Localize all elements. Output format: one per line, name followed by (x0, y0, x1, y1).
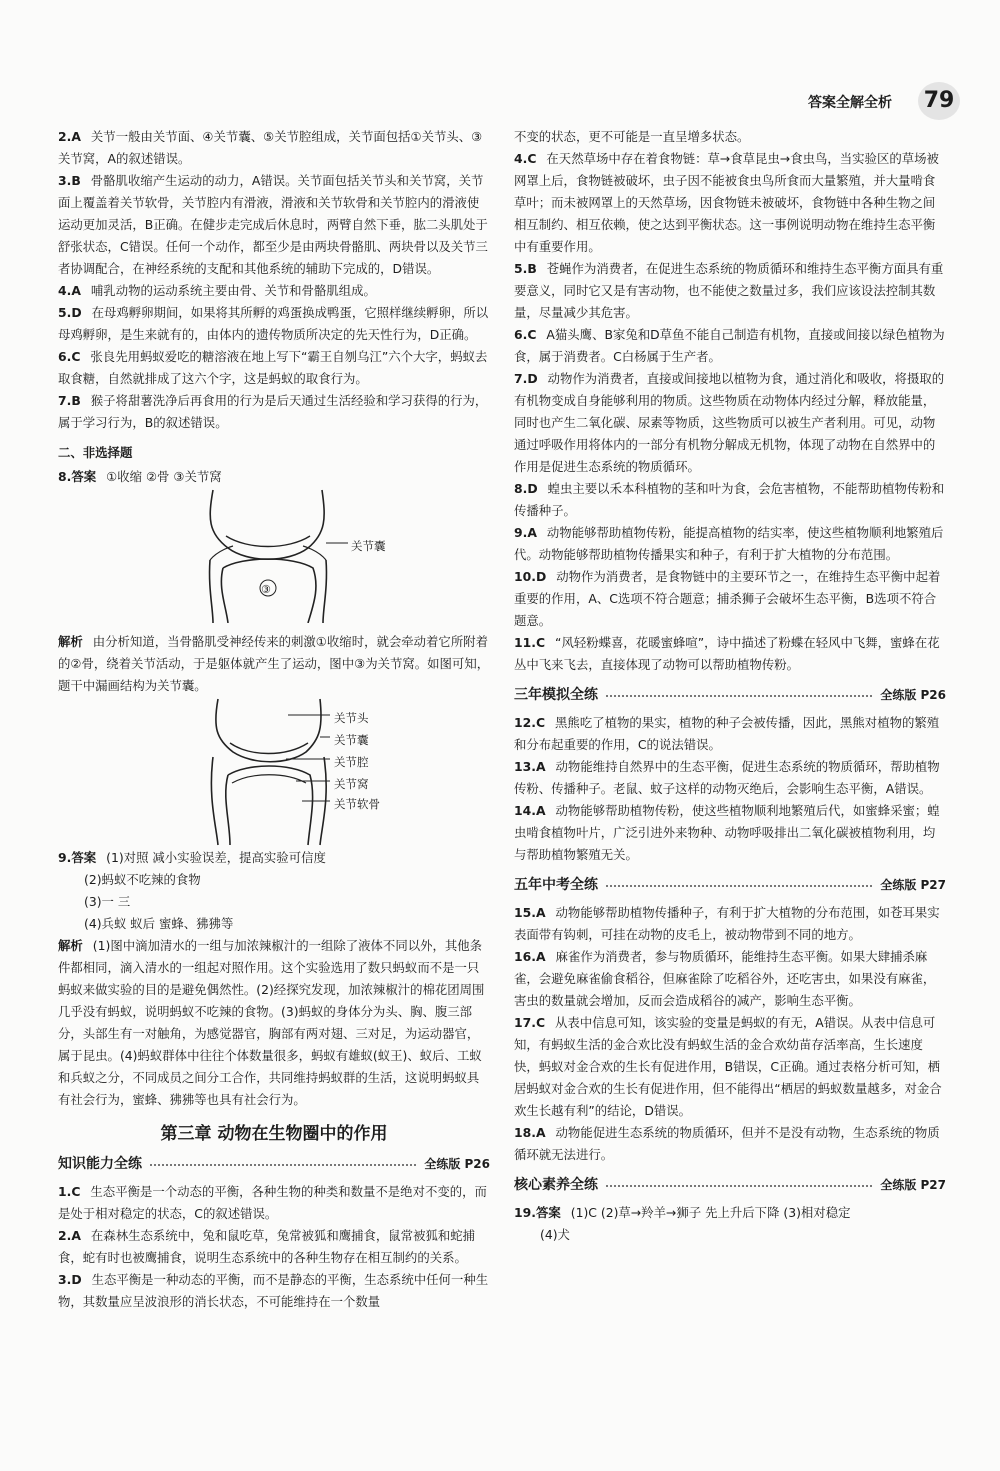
answer-text: 生态平衡是一个动态的平衡，各种生物的种类和数量不是绝对不变的，而是处于相对稳定的状态，C的叙述错误。 (58, 1184, 487, 1221)
q9-analysis-text: (1)图中滴加清水的一组与加浓辣椒汁的一组除了液体不同以外，其他条件都相同，滴入清水的一组起对照作用。这个实验选用了数只蚂蚁而不是一只蚂蚁来做实验的目的是避免偶然性。(2)经探究发现，加浓辣椒汁的棉花团周围几乎没有蚂蚁，说明蚂蚁不吃辣的食物。(3)蚂蚁的身体分为头、胸、腹三部分，头部生有一对触角，为感觉器官，胸部有两对翅、三对足，为运动器官，属于昆虫。(4)蚂蚁群体中往往个体数量很多，蚂蚁有雄蚁(蚁王)、蚁后、工蚁和兵蚁之分，不同成员之间分工合作，共同维持蚂蚁群的生活，这说明蚂蚁具有社会行为，蜜蜂、狒狒等也具有社会行为。 (58, 938, 485, 1107)
section-band-4 (514, 1174, 946, 1196)
answer-item (58, 346, 490, 390)
band3-title: 五年中考全练 (514, 877, 598, 893)
q8-analysis-label: 解析 (58, 634, 83, 649)
fig1-label-capsule: 关节囊 (351, 539, 386, 553)
answer-number: 7.D (514, 371, 538, 386)
answer-number: 6.C (514, 327, 537, 342)
q9-line-3: (3)一 三 (84, 894, 131, 909)
answer-item (514, 902, 946, 946)
answer-item (514, 368, 946, 478)
answer-number: 17.C (514, 1015, 546, 1030)
answer-item (58, 1181, 490, 1225)
q9-num: 9.答案 (58, 850, 97, 865)
q19-line-2: (4)犬 (540, 1227, 570, 1242)
answer-number: 6.C (58, 349, 81, 364)
fig2-label-3: 关节窝 (334, 777, 369, 791)
answer-number: 2.A (58, 1228, 81, 1243)
answer-text: 生态平衡是一种动态的平衡，而不是静态的平衡，生态系统中任何一种生物，其数量应呈波浪形的消长状态，不可能维持在一个数量 (58, 1272, 489, 1309)
answer-text: 麻雀作为消费者，参与物质循环，能维持生态平衡。如果大肆捕杀麻雀，会避免麻雀偷食稻谷，但麻雀除了吃稻谷外，还吃害虫，如果没有麻雀，害虫的数量就会增加，反而会造成稻谷的减产，影响生态平衡。 (514, 949, 936, 1008)
answer-text: 动物能维持自然界中的生态平衡，促进生态系统的物质循环，帮助植物传粉、传播种子。老鼠、蚊子这样的动物灭绝后，会影响生态平衡，A错误。 (514, 759, 940, 796)
answer-text: 骨骼肌收缩产生运动的动力，A错误。关节面包括关节头和关节窝，关节面上覆盖着关节软骨，关节腔内有滑液，滑液和关节软骨和关节腔内的滑液使运动更加灵活，B正确。在健步走完成后休息时，两臂自然下垂，肱二头肌处于舒张状态，C错误。任何一个动作，都至少是由两块骨骼肌、两块骨以及关节三者协调配合，在神经系统的支配和其他系统的辅助下完成的，D错误。 (58, 173, 488, 276)
answer-text: 苍蝇作为消费者，在促进生态系统的物质循环和维持生态平衡方面具有重要意义，同时它又是有害动物，也不能使之数量过多，我们应该设法控制其数量，尽量减少其危害。 (514, 261, 944, 320)
q8-analysis (58, 631, 490, 697)
q8-analysis-text: 由分析知道，当骨骼肌受神经传来的刺激①收缩时，就会牵动着它所附着的②骨，绕着关节活动，于是躯体就产生了运动，图中③为关节窝。如图可知，题干中漏画结构为关节囊。 (58, 634, 490, 693)
answer-number: 10.D (514, 569, 547, 584)
answer-item (514, 946, 946, 1012)
q9-answer (58, 847, 490, 869)
answer-text: 蝗虫主要以禾本科植物的茎和叶为食，会危害植物，不能帮助植物传粉和传播种子。 (514, 481, 945, 518)
answer-text: 动物作为消费者，直接或间接地以植物为食，通过消化和吸收，将摄取的有机物变成自身能够利用的物质。这些物质在动物体内经过分解，释放能量，同时也产生二氧化碳、尿素等物质，这些物质可以被生产者利用。可见，动物通过呼吸作用将体内的一部分有机物分解成无机物，体现了动物在自然界中的作用是促进生态系统的物质循环。 (514, 371, 945, 474)
section-band-2 (514, 684, 946, 706)
q9-line-1: (1)对照 减小实验误差，提高实验可信度 (106, 850, 326, 865)
joint-diagram-2 (58, 697, 490, 847)
answer-text: 在天然草场中存在着食物链：草→食草昆虫→食虫鸟，当实验区的草场被网罩上后，食物链被破坏，虫子因不能被食虫鸟所食而大量繁殖，并大量啃食草叶；而未被网罩上的天然草场，因食物链未被破坏，食物链中各种生物之间相互制约、相互依赖，使之达到平衡状态。这一事例说明动物在维持生态平衡中有重要作用。 (514, 151, 939, 254)
answer-text: 哺乳动物的运动系统主要由骨、关节和骨骼肌组成。 (90, 283, 376, 298)
band4-ref: 全练版 P27 (880, 1178, 946, 1192)
q8-text: ①收缩 ②骨 ③关节窝 (106, 469, 222, 484)
right-items-b (514, 712, 946, 866)
band1-ref: 全练版 P26 (424, 1157, 490, 1171)
answer-text: 猴子将甜薯洗净后再食用的行为是后天通过生活经验和学习获得的行为，属于学习行为，B的叙述错误。 (58, 393, 488, 430)
answer-number: 7.B (58, 393, 81, 408)
answer-item (58, 170, 490, 280)
answer-item (514, 522, 946, 566)
answer-number: 16.A (514, 949, 546, 964)
band2-ref: 全练版 P26 (880, 688, 946, 702)
answer-text: 张良先用蚂蚁爱吃的糖溶液在地上写下“霸王自刎乌江”六个大字，蚂蚁去取食糖，自然就排成了这六个字，这是蚂蚁的取食行为。 (58, 349, 488, 386)
left-column (58, 126, 490, 1313)
q19-num: 19.答案 (514, 1205, 561, 1220)
band4-title: 核心素养全练 (514, 1177, 598, 1193)
answer-number: 11.C (514, 635, 546, 650)
answer-text: 不变的状态，更不可能是一直呈增多状态。 (514, 129, 750, 144)
answer-item (514, 258, 946, 324)
left-items-a (58, 126, 490, 434)
answer-item (514, 712, 946, 756)
answer-number: 4.A (58, 283, 81, 298)
answer-number: 2.A (58, 129, 81, 144)
answer-item (58, 1225, 490, 1269)
right-items-c (514, 902, 946, 1166)
answer-text: 动物能够帮助植物传粉，能提高植物的结实率，使这些植物顺利地繁殖后代。动物能够帮助植物传播果实和种子，有利于扩大植物的分布范围。 (514, 525, 944, 562)
band3-ref: 全练版 P27 (880, 878, 946, 892)
section-band-3 (514, 874, 946, 896)
answer-number: 18.A (514, 1125, 546, 1140)
left-items-b (58, 1181, 490, 1313)
answer-text: 动物作为消费者，是食物链中的主要环节之一，在维持生态平衡中起着重要的作用，A、C选项不符合题意；捕杀狮子会破坏生态平衡，B选项不符合题意。 (514, 569, 941, 628)
answer-item (514, 1012, 946, 1122)
q9-line-4: (4)兵蚁 蚁后 蜜蜂、狒狒等 (84, 916, 234, 931)
header-title: 答案全解全析 (808, 95, 892, 111)
answer-text: 在母鸡孵卵期间，如果将其所孵的鸡蛋换成鸭蛋，它照样继续孵卵，所以母鸡孵卵，是生来就有的，由体内的遗传物质所决定的先天性行为，D正确。 (58, 305, 489, 342)
answer-text: A猫头鹰、B家兔和D草鱼不能自己制造有机物，直接或间接以绿色植物为食，属于消费者。C白杨属于生产者。 (514, 327, 945, 364)
answer-item (514, 756, 946, 800)
joint-figure-2 (58, 697, 490, 847)
chapter-title: 第三章 动物在生物圈中的作用 (160, 1124, 388, 1144)
fig2-label-1: 关节囊 (334, 733, 369, 747)
answer-number: 15.A (514, 905, 546, 920)
section-heading-2: 二、非选择题 (58, 445, 133, 460)
answer-text: 黑熊吃了植物的果实，植物的种子会被传播，因此，黑熊对植物的繁殖和分布起重要的作用，C的说法错误。 (514, 715, 940, 752)
answer-text: “风轻粉蝶喜，花暖蜜蜂喧”，诗中描述了粉蝶在轻风中飞舞，蜜蜂在花丛中飞来飞去，直接体现了动物可以帮助植物传粉。 (514, 635, 940, 672)
q9-line-2: (2)蚂蚁不吃辣的食物 (84, 872, 201, 887)
answer-number: 12.C (514, 715, 546, 730)
answer-text: 关节一般由关节面、④关节囊、⑤关节腔组成，关节面包括①关节头、③关节窝，A的叙述错误。 (58, 129, 483, 166)
answer-text: 在森林生态系统中，兔和鼠吃草，兔常被狐和鹰捕食，鼠常被狐和蛇捕食，蛇有时也被鹰捕食，说明生态系统中的各种生物存在相互制约的关系。 (58, 1228, 476, 1265)
fig1-circle-label: ③ (261, 583, 271, 596)
answer-number: 5.D (58, 305, 82, 320)
q19-answer (514, 1202, 946, 1224)
joint-diagram-1 (58, 488, 490, 623)
answer-number: 1.C (58, 1184, 81, 1199)
answer-number: 3.B (58, 173, 81, 188)
right-column (514, 126, 946, 1246)
answer-text: 动物能够帮助植物传播种子，有利于扩大植物的分布范围，如苍耳果实表面带有钩刺，可挂在动物的皮毛上，被动物带到不同的地方。 (514, 905, 940, 942)
answer-number: 14.A (514, 803, 546, 818)
answer-number: 13.A (514, 759, 546, 774)
fig2-label-2: 关节腔 (334, 755, 369, 769)
answer-item (58, 126, 490, 170)
q9-analysis (58, 935, 490, 1111)
fig2-label-0: 关节头 (334, 711, 369, 725)
answer-text: 从表中信息可知，该实验的变量是蚂蚁的有无，A错误。从表中信息可知，有蚂蚁生活的金合欢比没有蚂蚁生活的金合欢幼苗存活率高，生长速度快，蚂蚁对金合欢的生长有促进作用，B错误，C正确。通过表格分析可知，栖居蚂蚁对金合欢的生长有促进作用，但不能得出“栖居的蚂蚁数量越多，对金合欢生长越有利”的结论，D错误。 (514, 1015, 942, 1118)
q8-num: 8.答案 (58, 469, 97, 484)
band2-title: 三年模拟全练 (514, 687, 598, 703)
joint-figure-1 (58, 488, 490, 623)
answer-number: 5.B (514, 261, 537, 276)
answer-item (514, 1122, 946, 1166)
answer-item (58, 1269, 490, 1313)
answer-number: 9.A (514, 525, 537, 540)
q9-analysis-label: 解析 (58, 938, 83, 953)
answer-item (58, 302, 490, 346)
fig2-label-4: 关节软骨 (334, 797, 380, 811)
answer-item (514, 324, 946, 368)
answer-item (58, 280, 490, 302)
answer-item (514, 632, 946, 676)
answer-text: 动物能够帮助植物传粉，使这些植物顺利地繁殖后代，如蜜蜂采蜜；蝗虫啃食植物叶片，广泛引进外来物种、动物呼吸排出二氧化碳被植物利用，均与帮助植物繁殖无关。 (514, 803, 940, 862)
answer-item (58, 390, 490, 434)
answer-text: 动物能促进生态系统的物质循环，但并不是没有动物，生态系统的物质循环就无法进行。 (514, 1125, 940, 1162)
answer-number: 8.D (514, 481, 538, 496)
right-items-a (514, 126, 946, 676)
answer-number: 3.D (58, 1272, 82, 1287)
answer-item (514, 566, 946, 632)
q8-answer (58, 466, 490, 488)
answer-item (514, 148, 946, 258)
page-number: 79 (918, 82, 960, 120)
answer-item (514, 800, 946, 866)
section-band-1 (58, 1153, 490, 1175)
q19-text: (1)C (2)草→羚羊→狮子 先上升后下降 (3)相对稳定 (570, 1205, 851, 1220)
answer-number: 4.C (514, 151, 537, 166)
answer-item (514, 126, 946, 148)
answer-item (514, 478, 946, 522)
band1-title: 知识能力全练 (58, 1156, 142, 1172)
